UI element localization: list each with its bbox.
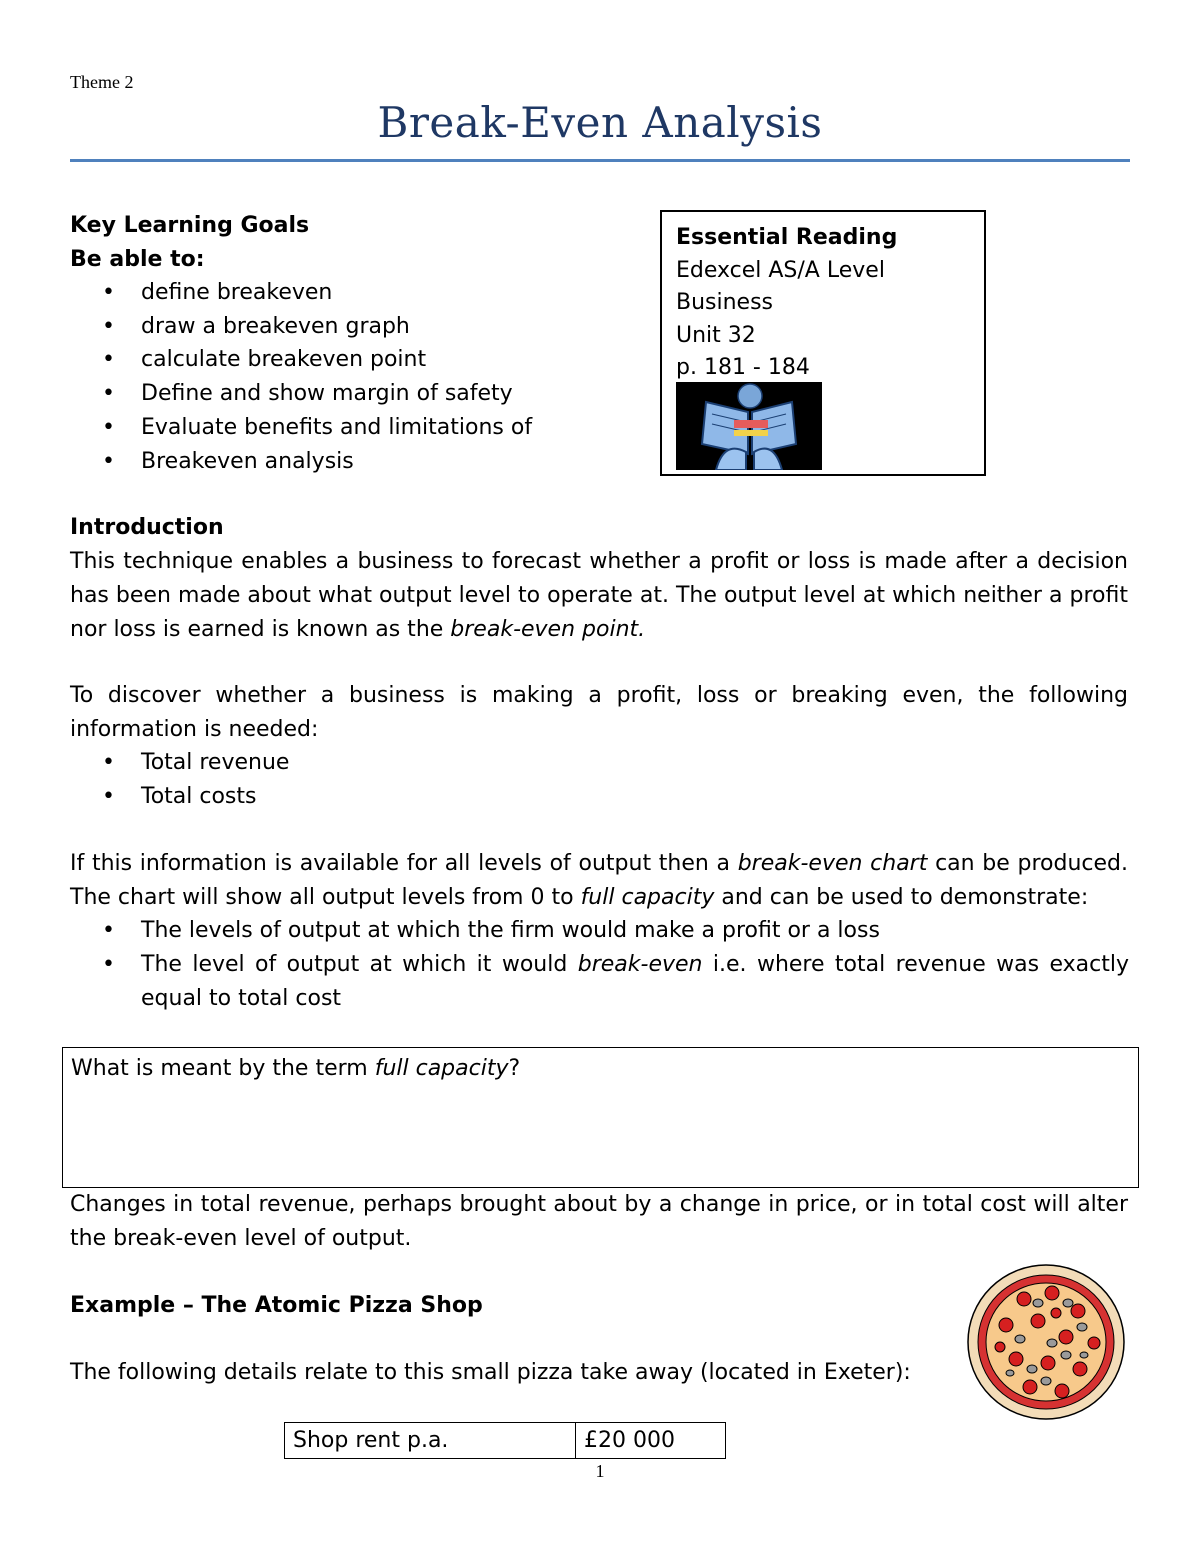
reading-line: Business [676,290,774,315]
bullet-icon: • [102,415,115,440]
list-item [141,948,1129,1016]
introduction-heading: Introduction [70,515,224,540]
bullet-icon: • [102,918,115,943]
question-text [71,1052,520,1086]
reading-line: p. 181 - 184 [676,355,810,380]
bullet-icon: • [102,784,115,809]
list-text: The level of output at which it would [141,952,578,977]
essential-reading-heading: Essential Reading [676,225,898,250]
list-item: The levels of output at which the firm would make a profit or a loss [141,918,880,943]
list-item: define breakeven [141,280,333,305]
essential-reading-text [676,222,897,385]
list-item: draw a breakeven graph [141,314,410,339]
page-number: 1 [595,1461,605,1481]
reading-person-icon [676,382,822,470]
list-item: Define and show margin of safety [141,381,513,406]
theme-label: Theme 2 [70,72,134,92]
list-item: Evaluate benefits and limitations of [141,415,533,440]
chart-emphasis: full capacity [580,885,715,910]
bullet-icon: • [102,381,115,406]
intro-text: This technique enables a business to forecast whether a profit or loss is made after a decision has been made about what output level to operate at. The output level at which neither a profit nor loss is earned is known as the [70,549,1128,642]
goals-heading: Key Learning Goals [70,213,310,238]
intro-emphasis: break-even point. [450,617,646,642]
reading-line: Unit 32 [676,322,756,348]
bullet-icon: • [102,347,115,372]
page-title: Break-Even Analysis [377,98,823,147]
table-cell-value: £20 000 [576,1423,726,1459]
list-item: calculate breakeven point [141,347,427,372]
example-heading: Example – The Atomic Pizza Shop [70,1293,483,1318]
pizza-icon [966,1263,1126,1421]
bullet-icon: • [102,750,115,775]
reading-line: Edexcel AS/A Level [676,257,885,283]
list-text: i.e. where total revenue was exactly equal to total cost [141,952,1129,1011]
list-item: Total revenue [141,750,290,775]
example-intro: The following details relate to this small pizza take away (located in Exeter): [70,1360,911,1385]
cost-table [284,1422,726,1459]
bullet-icon: • [102,280,115,305]
question-suffix: ? [508,1056,521,1081]
bullet-icon: • [102,449,115,474]
goals-subheading: Be able to: [70,247,205,272]
chart-text: and can be used to demonstrate: [714,885,1089,910]
question-box[interactable] [62,1047,1139,1188]
list-item: Breakeven analysis [141,449,354,474]
changes-paragraph: Changes in total revenue, perhaps brought about by a change in price, or in total cost will alter the break-even level of output. [70,1192,1128,1251]
chart-paragraph [70,847,1128,915]
question-prefix: What is meant by the term [71,1056,375,1081]
table-cell-label: Shop rent p.a. [285,1423,576,1459]
question-emphasis: full capacity [374,1056,509,1081]
table-row [285,1423,726,1459]
list-item: Total costs [141,784,257,809]
introduction-paragraph [70,545,1128,647]
essential-reading-box [660,210,986,476]
chart-text: If this information is available for all levels of output then a [70,851,738,876]
bullet-icon: • [102,952,115,977]
title-underline [70,159,1130,162]
bullet-icon: • [102,314,115,339]
chart-emphasis: break-even chart [737,851,928,876]
info-needed-paragraph: To discover whether a business is making a profit, loss or breaking even, the following information is needed: [70,683,1128,742]
chart-text: can be produced. The chart will show all output levels from 0 to [70,851,1128,910]
list-emphasis: break-even [577,952,703,977]
